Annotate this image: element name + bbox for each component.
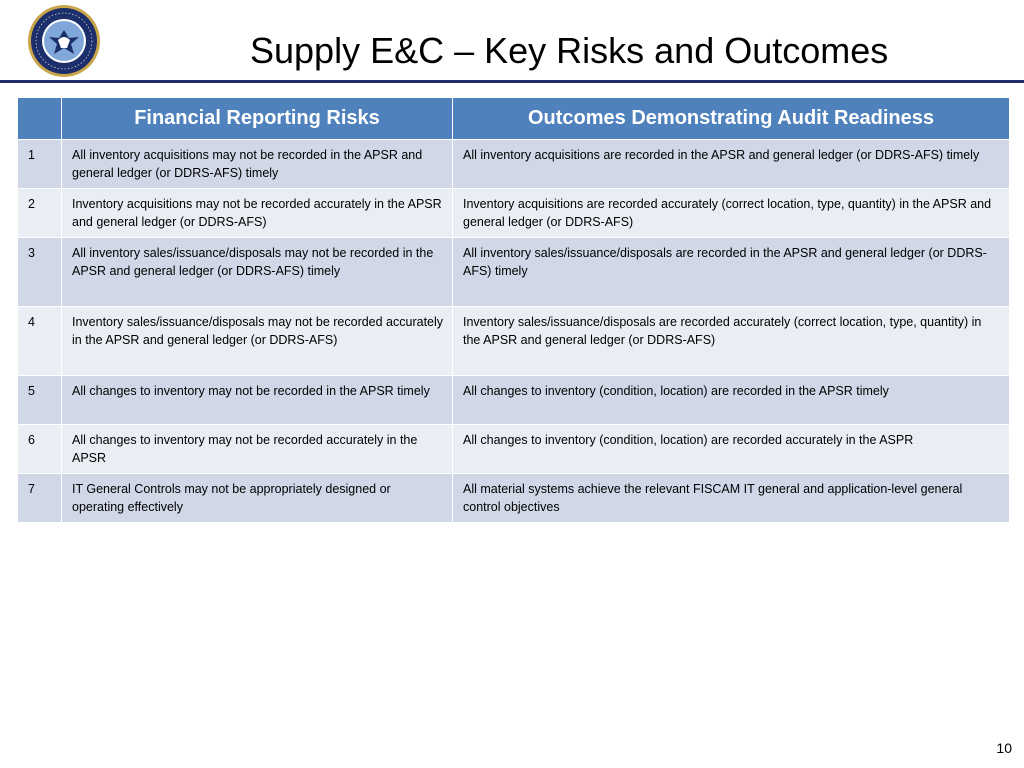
outcome-cell: Inventory acquisitions are recorded accurately (correct location, type, quantity) in the APSR and general ledger (or DDRS-AFS) — [453, 189, 1010, 238]
risk-cell: All changes to inventory may not be recorded in the APSR timely — [62, 376, 453, 425]
outcome-cell: All changes to inventory (condition, location) are recorded in the APSR timely — [453, 376, 1010, 425]
table-row — [18, 474, 1010, 523]
page-number: 10 — [996, 740, 1012, 756]
table-row — [18, 425, 1010, 474]
header-divider — [0, 80, 1024, 83]
dod-seal-logo — [25, 4, 103, 78]
row-number: 6 — [18, 425, 62, 474]
table-row — [18, 307, 1010, 376]
row-number: 5 — [18, 376, 62, 425]
risk-cell: Inventory acquisitions may not be recorded accurately in the APSR and general ledger (or DDRS-AFS) — [62, 189, 453, 238]
table-row — [18, 140, 1010, 189]
outcome-cell: All inventory acquisitions are recorded in the APSR and general ledger (or DDRS-AFS) timely — [453, 140, 1010, 189]
risk-cell: IT General Controls may not be appropriately designed or operating effectively — [62, 474, 453, 523]
header-outcomes: Outcomes Demonstrating Audit Readiness — [453, 98, 1010, 140]
outcome-cell: Inventory sales/issuance/disposals are recorded accurately (correct location, type, quantity) in the APSR and general ledger (or DDRS-AFS) — [453, 307, 1010, 376]
outcome-cell: All inventory sales/issuance/disposals are recorded in the APSR and general ledger (or DDRS-AFS) timely — [453, 238, 1010, 307]
table-row — [18, 238, 1010, 307]
page-title: Supply E&C – Key Risks and Outcomes — [250, 30, 889, 71]
row-number: 1 — [18, 140, 62, 189]
table-row — [18, 189, 1010, 238]
risk-cell: All changes to inventory may not be recorded accurately in the APSR — [62, 425, 453, 474]
row-number: 3 — [18, 238, 62, 307]
risks-table — [17, 97, 1010, 523]
table-header-row — [18, 98, 1010, 140]
header-risks: Financial Reporting Risks — [62, 98, 453, 140]
row-number: 7 — [18, 474, 62, 523]
header-number — [18, 98, 62, 140]
row-number: 4 — [18, 307, 62, 376]
outcome-cell: All changes to inventory (condition, location) are recorded accurately in the ASPR — [453, 425, 1010, 474]
risk-cell: Inventory sales/issuance/disposals may not be recorded accurately in the APSR and general ledger (or DDRS-AFS) — [62, 307, 453, 376]
risk-cell: All inventory acquisitions may not be recorded in the APSR and general ledger (or DDRS-AFS) timely — [62, 140, 453, 189]
outcome-cell: All material systems achieve the relevant FISCAM IT general and application-level general control objectives — [453, 474, 1010, 523]
row-number: 2 — [18, 189, 62, 238]
table-row — [18, 376, 1010, 425]
risk-cell: All inventory sales/issuance/disposals may not be recorded in the APSR and general ledger (or DDRS-AFS) timely — [62, 238, 453, 307]
